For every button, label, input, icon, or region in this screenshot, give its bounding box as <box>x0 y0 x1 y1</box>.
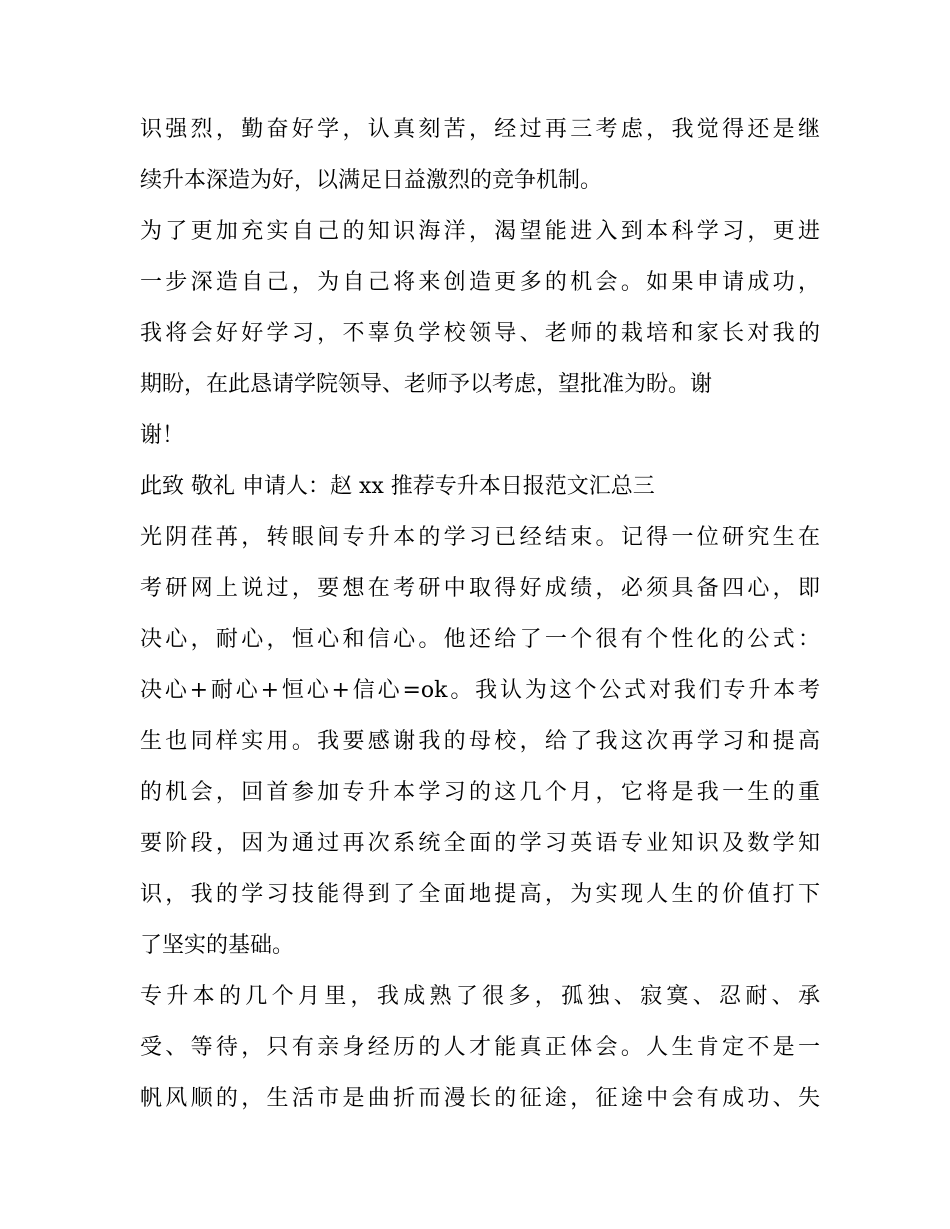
text-line: 受、等待，只有亲身经历的人才能真正体会。人生肯定不是一 <box>140 1035 820 1060</box>
text-line: 决心，耐心，恒心和信心。他还给了一个很有个性化的公式： <box>140 627 820 652</box>
text-line: 帆风顺的，生活市是曲折而漫长的征途，征途中会有成功、失 <box>140 1086 820 1111</box>
text-line: 识，我的学习技能得到了全面地提高，为实现人生的价值打下 <box>140 882 820 907</box>
text-line: 专升本的几个月里，我成熟了很多，孤独、寂寞、忍耐、承 <box>140 984 820 1009</box>
document-body <box>140 104 820 1124</box>
text-line: 识强烈，勤奋好学，认真刻苦，经过再三考虑，我觉得还是继 <box>140 117 820 142</box>
text-line: 要阶段，因为通过再次系统全面的学习英语专业知识及数学知 <box>140 831 820 856</box>
text-line: 续升本深造为好，以满足日益激烈的竞争机制。 <box>140 168 603 193</box>
text-line: 考研网上说过，要想在考研中取得好成绩，必须具备四心，即 <box>140 576 820 601</box>
text-line: 了坚实的基础。 <box>140 933 295 958</box>
text-line: 为了更加充实自己的知识海洋，渴望能进入到本科学习，更进 <box>140 219 820 244</box>
text-line: 一步深造自己，为自己将来创造更多的机会。如果申请成功， <box>140 270 820 295</box>
text-line: 生也同样实用。我要感谢我的母校，给了我这次再学习和提高 <box>140 729 820 754</box>
text-line: 此致 敬礼 申请人：赵 xx 推荐专升本日报范文汇总三 <box>140 474 655 499</box>
text-line: 光阴荏苒，转眼间专升本的学习已经结束。记得一位研究生在 <box>140 525 820 550</box>
text-line: 我将会好好学习，不辜负学校领导、老师的栽培和家长对我的 <box>140 321 820 346</box>
text-line: 的机会，回首参加专升本学习的这几个月，它将是我一生的重 <box>140 780 820 805</box>
text-line: 谢！ <box>140 423 185 448</box>
text-line: 期盼，在此恳请学院领导、老师予以考虑，望批准为盼。谢 <box>140 372 713 397</box>
text-line: 决心+耐心+恒心+信心=ok。我认为这个公式对我们专升本考 <box>140 678 820 703</box>
